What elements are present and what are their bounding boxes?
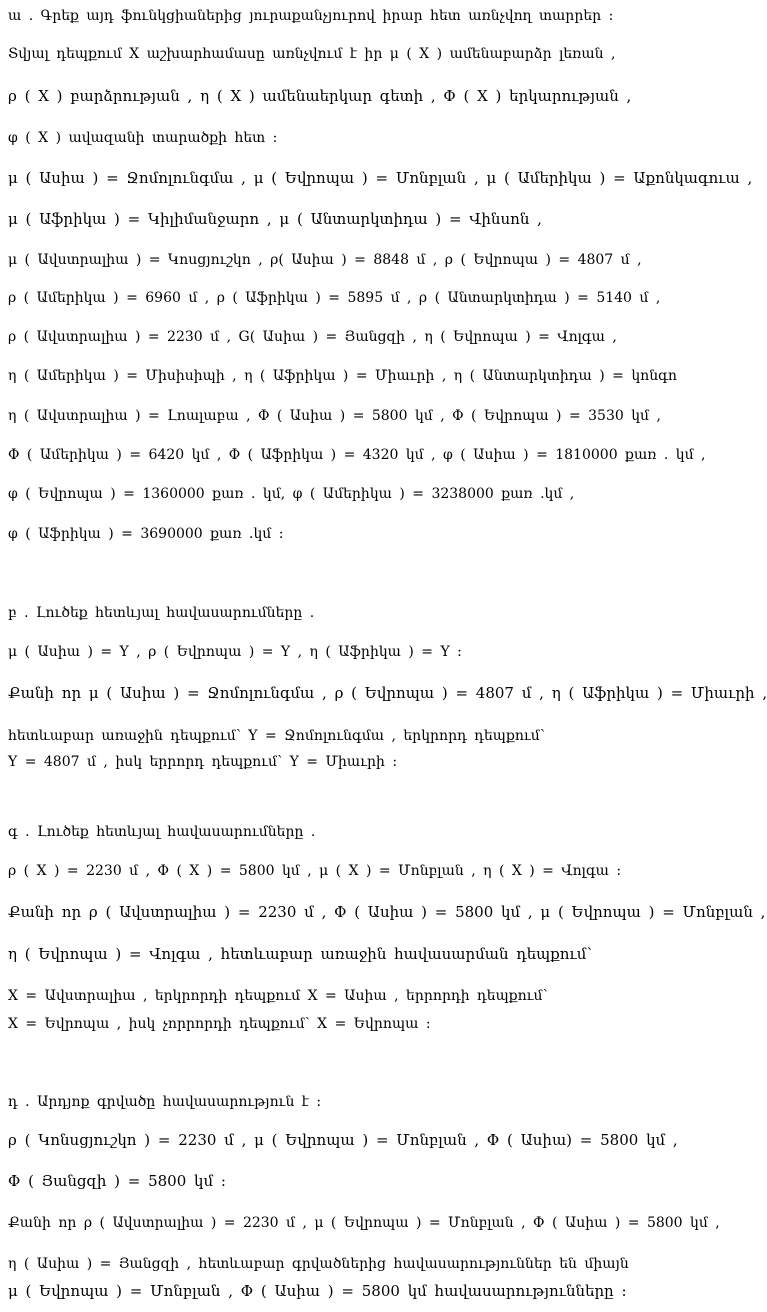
text-line: Φ ( Յանցզի ) = 5800 կմ : [8, 1172, 226, 1190]
text-line: Քանի որ ρ ( Ավստրալիա ) = 2230 մ , μ ( Եվրոպա ) = Մոնբլան , Φ ( Ասիա ) = 5800 կմ , [8, 1215, 720, 1231]
text-line: η ( Եվրոպա ) = Վոլգա , հետևաբար առաջին հավասարման դեպքում՝ [8, 945, 592, 963]
text-line: Տվյալ դեպքում X աշխարհամասը առնչվում է իր μ ( X ) ամենաբարձր լեռան , [8, 46, 616, 62]
text-line: μ ( Աֆրիկա ) = Կիլիմանջարո , μ ( Անտարկտիդա ) = Վինսոն , [8, 210, 542, 228]
text-line: μ ( Ավստրալիա ) = Կոսցյուշկո , ρ( Ասիա ) = 8848 մ , ρ ( Եվրոպա ) = 4807 մ , [8, 252, 642, 268]
text-line: φ ( X ) ավազանի տարածքի հետ : [8, 130, 278, 146]
text-line: ρ ( Ամերիկա ) = 6960 մ , ρ ( Աֆրիկա ) = 5895 մ , ρ ( Անտարկտիդա ) = 5140 մ , [8, 290, 661, 306]
text-line: Քանի որ ρ ( Ավստրալիա ) = 2230 մ , Φ ( Ասիա ) = 5800 կմ , μ ( Եվրոպա ) = Մոնբլան , [8, 903, 766, 921]
text-line: η ( Ասիա ) = Յանցզի , հետևաբար գրվածներից հավասարություններ են միայն [8, 1256, 629, 1272]
text-line: Y = 4807 մ , իսկ երրորդ դեպքում՝ Y = Միաւրի : [8, 754, 398, 770]
section-heading: դ . Արդյոք գրվածը հավասարություն է : [8, 1094, 322, 1110]
text-line: ρ ( Կոնսցյուշկո ) = 2230 մ , μ ( Եվրոպա ) = Մոնբլան , Φ ( Ասիա) = 5800 կմ , [8, 1131, 678, 1149]
text-line: μ ( Եվրոպա ) = Մոնբլան , Φ ( Ասիա ) = 5800 կմ հավասարությունները : [8, 1282, 627, 1300]
section-heading: գ . Լուծեք հետևյալ հավասարումները . [8, 824, 316, 840]
text-line: X = Ավստրալիա , երկրորդի դեպքում X = Ասիա , երրորդի դեպքում՝ [8, 988, 548, 1004]
text-line: η ( Ավստրալիա ) = Լոալաբա , Φ ( Ասիա ) = 5800 կմ , Φ ( Եվրոպա ) = 3530 կմ , [8, 408, 661, 424]
text-line: ρ ( Ավստրալիա ) = 2230 մ , G( Ասիա ) = Յանցզի , η ( Եվրոպա ) = Վոլգա , [8, 329, 617, 345]
text-line: μ ( Ասիա ) = Ջոմոլունգմա , μ ( Եվրոպա ) = Մոնբլան , μ ( Ամերիկա ) = Աքոնկագուա , [8, 169, 753, 187]
text-line: Φ ( Ամերիկա ) = 6420 կմ , Φ ( Աֆրիկա ) = 4320 կմ , φ ( Ասիա ) = 1810000 քառ . կմ , [8, 447, 706, 463]
text-line: φ ( Աֆրիկա ) = 3690000 քառ .կմ : [8, 526, 284, 542]
text-line: φ ( Եվրոպա ) = 1360000 քառ . կմ, φ ( Ամերիկա ) = 3238000 քառ .կմ , [8, 486, 575, 502]
text-line: ա . Գրեք այդ ֆունկցիաներից յուրաքանչյուրով իրար հետ առնչվող տարրեր : [8, 8, 614, 24]
text-line: η ( Ամերիկա ) = Միսիսիպի , η ( Աֆրիկա ) = Միաւրի , η ( Անտարկտիդա ) = կոնգո [8, 368, 677, 384]
text-line: հետևաբար առաջին դեպքում՝ Y = Ջոմոլունգմա , երկրորդ դեպքում՝ [8, 728, 545, 744]
text-line: μ ( Ասիա ) = Y , ρ ( Եվրոպա ) = Y , η ( Աֆրիկա ) = Y : [8, 644, 462, 660]
text-line: Քանի որ μ ( Ասիա ) = Ջոմոլունգմա , ρ ( Եվրոպա ) = 4807 մ , η ( Աֆրիկա ) = Միաւրի , [8, 684, 767, 702]
text-line: ρ ( X ) բարձրության , η ( X ) ամենաերկար գետի , Φ ( X ) երկարության , [8, 87, 632, 105]
text-line: ρ ( X ) = 2230 մ , Φ ( X ) = 5800 կմ , μ ( X ) = Մոնբլան , η ( X ) = Վոլգա : [8, 863, 622, 879]
section-heading: բ . Լուծեք հետևյալ հավասարումները . [8, 605, 315, 621]
text-line: X = Եվրոպա , իսկ չորրորդի դեպքում՝ X = Եվրոպա : [8, 1016, 431, 1032]
